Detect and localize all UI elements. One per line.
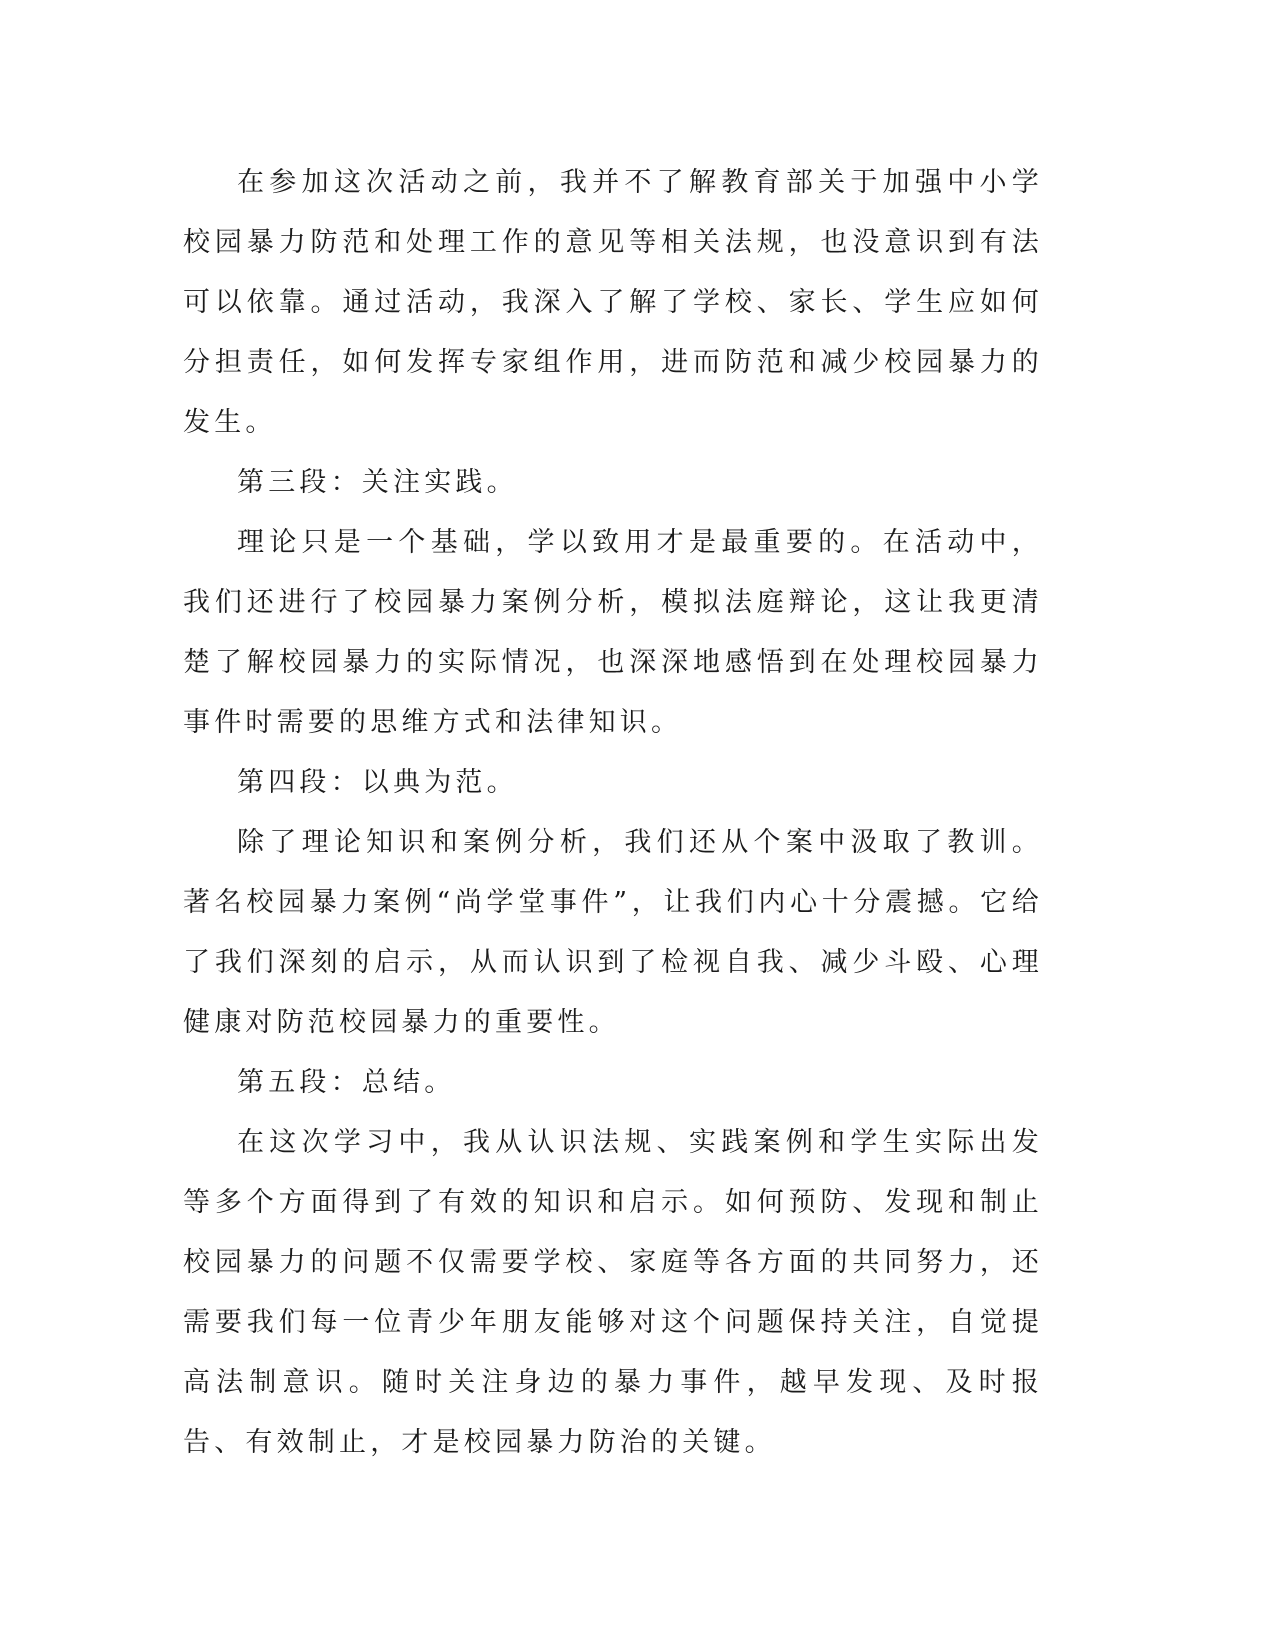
- section-heading-3: 第三段：关注实践。: [237, 467, 518, 498]
- paragraph-summary: 在这次学习中，我从认识法规、实践案例和学生实际出发等多个方面得到了有效的知识和启示。如何预防、发现和制止校园暴力的问题不仅需要学校、家庭等各方面的共同努力，还需要我们每一位青少年朋友能够对这个问题保持关注，自觉提高法制意识。随时关注身边的暴力事件，越早发现、及时报告、有效制止，才是校园暴力防治的关键。: [183, 1127, 1043, 1458]
- document-body: [183, 153, 1043, 1473]
- section-heading-5: 第五段：总结。: [237, 1067, 456, 1098]
- paragraph-intro-regulations: 在参加这次活动之前，我并不了解教育部关于加强中小学校园暴力防范和处理工作的意见等相关法规，也没意识到有法可以依靠。通过活动，我深入了解了学校、家长、学生应如何分担责任，如何发挥专家组作用，进而防范和减少校园暴力的发生。: [183, 167, 1043, 438]
- section-heading-4: 第四段：以典为范。: [237, 767, 518, 798]
- paragraph-practice: 理论只是一个基础，学以致用才是最重要的。在活动中，我们还进行了校园暴力案例分析，模拟法庭辩论，这让我更清楚了解校园暴力的实际情况，也深深地感悟到在处理校园暴力事件时需要的思维方式和法律知识。: [183, 527, 1043, 738]
- paragraph-case-study: 除了理论知识和案例分析，我们还从个案中汲取了教训。著名校园暴力案例“尚学堂事件”，让我们内心十分震撼。它给了我们深刻的启示，从而认识到了检视自我、减少斗殴、心理健康对防范校园暴力的重要性。: [183, 827, 1043, 1038]
